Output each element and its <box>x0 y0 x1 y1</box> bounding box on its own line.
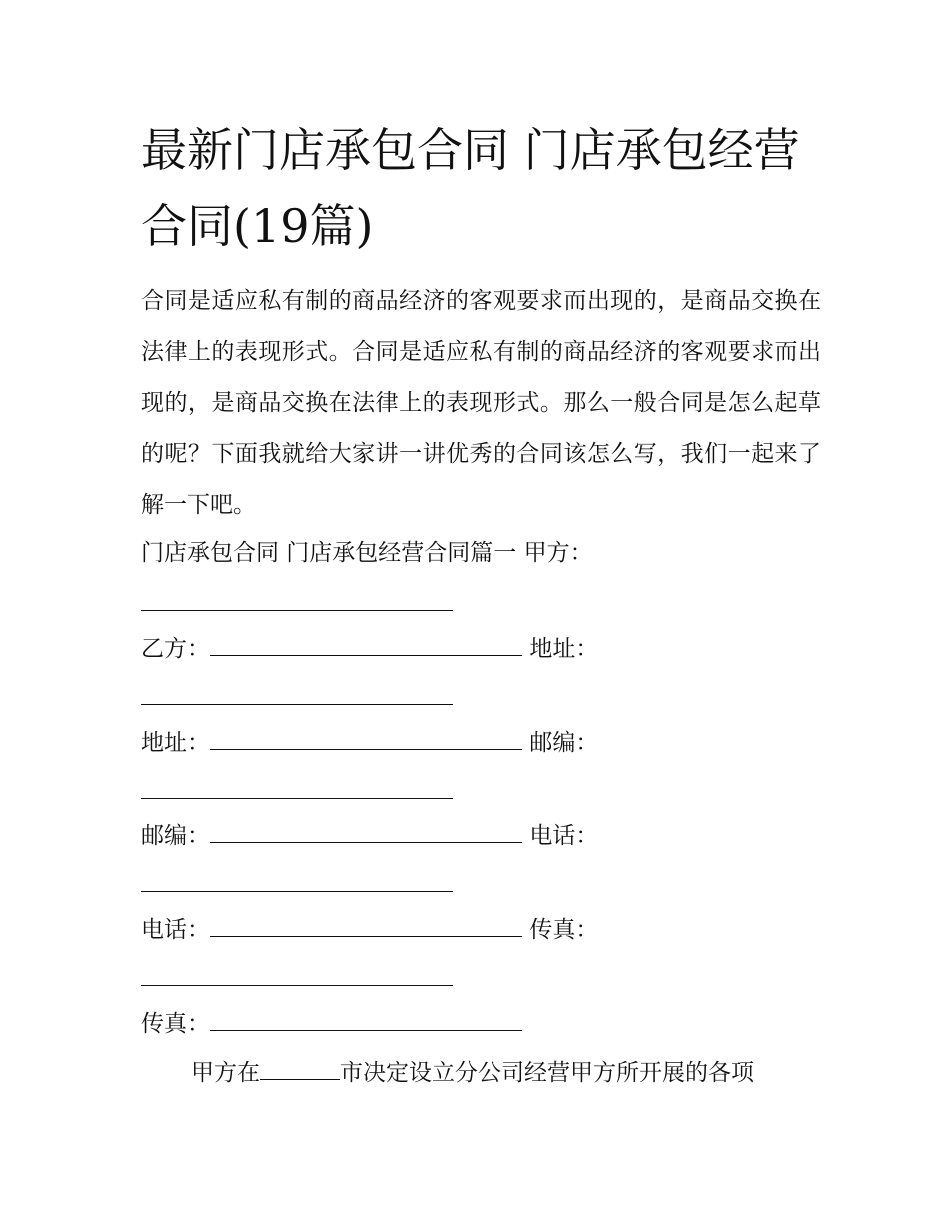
address-a-blank-line <box>141 682 453 713</box>
address-label-party-a: 地址： <box>529 636 599 662</box>
phone-a-blank <box>141 869 453 892</box>
party-b-blank <box>210 633 522 656</box>
fax-a-blank-line <box>141 963 453 994</box>
clause-line <box>191 1057 754 1088</box>
party-b-row <box>141 633 598 664</box>
fax-label-party-a: 传真： <box>529 917 599 943</box>
clause-prefix: 甲方在 <box>191 1060 260 1086</box>
phone-label-party-a: 电话： <box>529 823 599 849</box>
clause-suffix: 市决定设立分公司经营甲方所开展的各项 <box>340 1060 754 1086</box>
postcode-row <box>141 820 598 851</box>
phone-b-blank <box>210 914 522 937</box>
postcode-a-blank-line <box>141 776 453 807</box>
section-heading: 门店承包合同 门店承包经营合同篇一 甲方： <box>141 540 593 566</box>
phone-row <box>141 914 598 945</box>
postcode-label-party-b: 邮编： <box>141 823 210 849</box>
document-title: 最新门店承包合同 门店承包经营合同(19篇) <box>141 123 800 253</box>
fax-b-blank <box>210 1008 522 1031</box>
party-a-blank-line <box>141 588 453 619</box>
phone-label-party-b: 电话： <box>141 917 210 943</box>
postcode-b-blank <box>210 820 522 843</box>
phone-a-blank-line <box>141 869 453 900</box>
city-blank <box>260 1057 340 1080</box>
intro-paragraph: 合同是适应私有制的商品经济的客观要求而出现的，是商品交换在法律上的表现形式。合同是适应私有制的商品经济的客观要求而出现的，是商品交换在法律上的表现形式。那么一般合同是怎么起草的呢？下面我就给大家讲一讲优秀的合同该怎么写，我们一起来了解一下吧。 <box>141 288 821 518</box>
party-a-blank <box>141 588 453 611</box>
postcode-label-party-a: 邮编： <box>529 730 599 756</box>
fax-a-blank <box>141 963 453 986</box>
address-a-blank <box>141 682 453 705</box>
party-b-label: 乙方： <box>141 636 210 662</box>
address-row <box>141 727 598 758</box>
address-label-party-b: 地址： <box>141 730 210 756</box>
fax-label-party-b: 传真： <box>141 1011 210 1037</box>
address-b-blank <box>210 727 522 750</box>
fax-row <box>141 1008 522 1039</box>
postcode-a-blank <box>141 776 453 799</box>
